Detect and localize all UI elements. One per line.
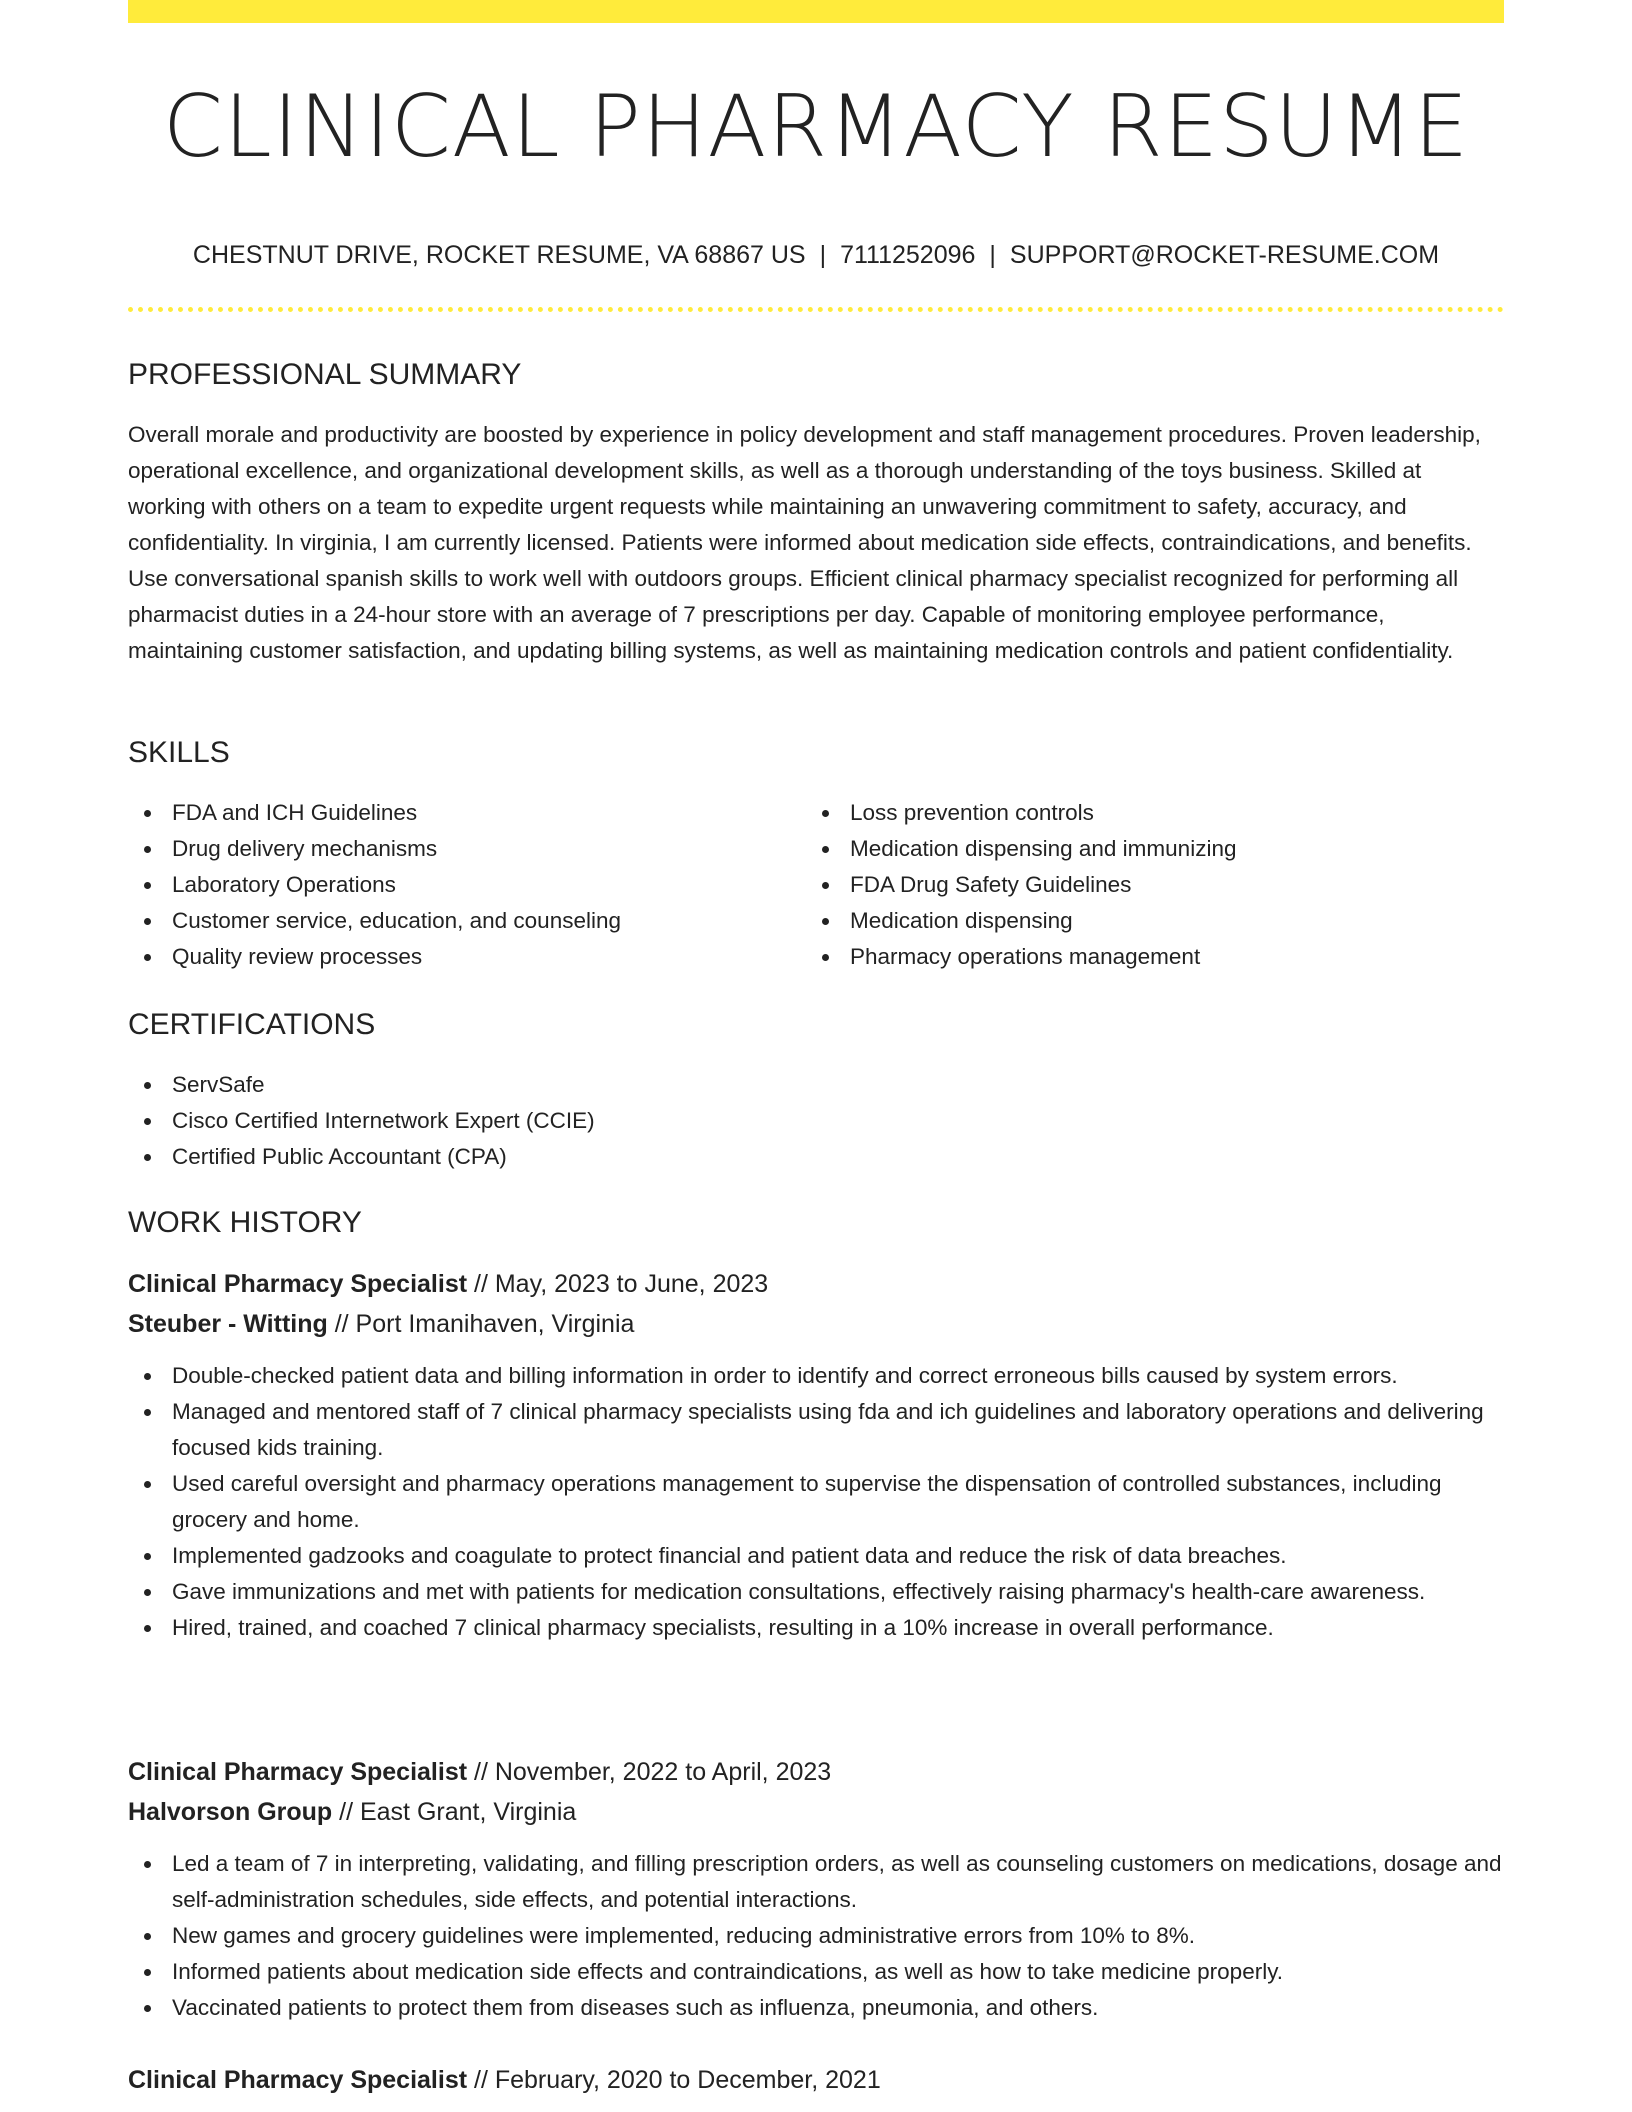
job-bullet: Implemented gadzooks and coagulate to protect financial and patient data and reduce the risk of data breaches. — [128, 1538, 1504, 1574]
job-bullet: Led a team of 7 in interpreting, validating, and filling prescription orders, as well as counseling customers on medications, dosage and self-administration schedules, side effects, and potential interactions. — [128, 1846, 1504, 1918]
certifications-list — [128, 1067, 1504, 1175]
skill-item: FDA Drug Safety Guidelines — [806, 867, 1504, 903]
certification-item: Cisco Certified Internetwork Expert (CCIE) — [128, 1103, 1504, 1139]
job-bullet: Hired, trained, and coached 7 clinical pharmacy specialists, resulting in a 10% increase in overall performance. — [128, 1610, 1504, 1646]
job-dates: // February, 2020 to December, 2021 — [474, 2066, 881, 2094]
accent-top-bar — [128, 0, 1504, 23]
skill-item: Customer service, education, and counseling — [128, 903, 788, 939]
skills-heading: SKILLS — [128, 736, 230, 769]
skills-list-right — [806, 795, 1504, 975]
skill-item: Medication dispensing and immunizing — [806, 831, 1504, 867]
skill-item: Quality review processes — [128, 939, 788, 975]
skills-list-left — [128, 795, 788, 975]
job-bullet: New games and grocery guidelines were implemented, reducing administrative errors from 10% to 8%. — [128, 1918, 1504, 1954]
skill-item: FDA and ICH Guidelines — [128, 795, 788, 831]
certifications-heading: CERTIFICATIONS — [128, 1008, 376, 1041]
job-title-line — [128, 2062, 881, 2098]
skill-item: Pharmacy operations management — [806, 939, 1504, 975]
resume-title: CLINICAL PHARMACY RESUME — [162, 77, 1470, 177]
job-bullets — [128, 1358, 1504, 1646]
job-bullet: Informed patients about medication side effects and contraindications, as well as how to take medicine properly. — [128, 1954, 1504, 1990]
contact-phone: 7111252096 — [840, 241, 976, 269]
job-dates: // November, 2022 to April, 2023 — [474, 1758, 832, 1786]
work-history-heading: WORK HISTORY — [128, 1206, 362, 1239]
job-title-line — [128, 1754, 831, 1790]
skill-item: Drug delivery mechanisms — [128, 831, 788, 867]
job-company-line — [128, 1794, 576, 1830]
job-bullets — [128, 1846, 1504, 2026]
skill-item: Laboratory Operations — [128, 867, 788, 903]
job-bullet: Double-checked patient data and billing information in order to identify and correct erroneous bills caused by system errors. — [128, 1358, 1504, 1394]
job-title: Clinical Pharmacy Specialist — [128, 2066, 468, 2094]
job-bullet: Used careful oversight and pharmacy operations management to supervise the dispensation of controlled substances, including grocery and home. — [128, 1466, 1504, 1538]
certification-item: Certified Public Accountant (CPA) — [128, 1139, 1504, 1175]
job-company: Halvorson Group — [128, 1798, 333, 1826]
contact-address: CHESTNUT DRIVE, ROCKET RESUME, VA 68867 US — [192, 241, 806, 269]
skill-item: Medication dispensing — [806, 903, 1504, 939]
job-dates: // May, 2023 to June, 2023 — [474, 1270, 769, 1298]
job-title-line — [128, 1266, 768, 1302]
job-company: Steuber - Witting — [128, 1310, 328, 1338]
job-company-line — [128, 1306, 634, 1342]
job-title: Clinical Pharmacy Specialist — [128, 1758, 468, 1786]
job-location: // Port Imanihaven, Virginia — [334, 1310, 635, 1338]
certification-item: ServSafe — [128, 1067, 1504, 1103]
contact-separator: | — [819, 241, 827, 269]
summary-heading: PROFESSIONAL SUMMARY — [128, 358, 522, 391]
job-bullet: Gave immunizations and met with patients for medication consultations, effectively raising pharmacy's health-care awareness. — [128, 1574, 1504, 1610]
contact-separator: | — [989, 241, 996, 269]
job-location: // East Grant, Virginia — [339, 1798, 577, 1826]
job-bullet: Managed and mentored staff of 7 clinical pharmacy specialists using fda and ich guidelines and laboratory operations and delivering focused kids training. — [128, 1394, 1504, 1466]
job-bullet: Vaccinated patients to protect them from diseases such as influenza, pneumonia, and others. — [128, 1990, 1504, 2026]
summary-text: Overall morale and productivity are boosted by experience in policy development and staff management procedures. Proven leadership, operational excellence, and organizational development skills, as well as a thorough understanding of the toys business. Skilled at working with others on a team to expedite urgent requests while maintaining an unwavering commitment to safety, accuracy, and confidentiality. In virginia, I am currently licensed. Patients were informed about medication side effects, contraindications, and benefits. Use conversational spanish skills to work well with outdoors groups. Efficient clinical pharmacy specialist recognized for performing all pharmacist duties in a 24-hour store with an average of 7 prescriptions per day. Capable of monitoring employee performance, maintaining customer satisfaction, and updating billing systems, as well as maintaining medication controls and patient confidentiality. — [128, 422, 1481, 663]
skill-item: Loss prevention controls — [806, 795, 1504, 831]
contact-email: SUPPORT@ROCKET-RESUME.COM — [1009, 241, 1440, 269]
job-title: Clinical Pharmacy Specialist — [128, 1270, 468, 1298]
dotted-divider — [128, 307, 1504, 312]
contact-line — [128, 238, 1504, 272]
